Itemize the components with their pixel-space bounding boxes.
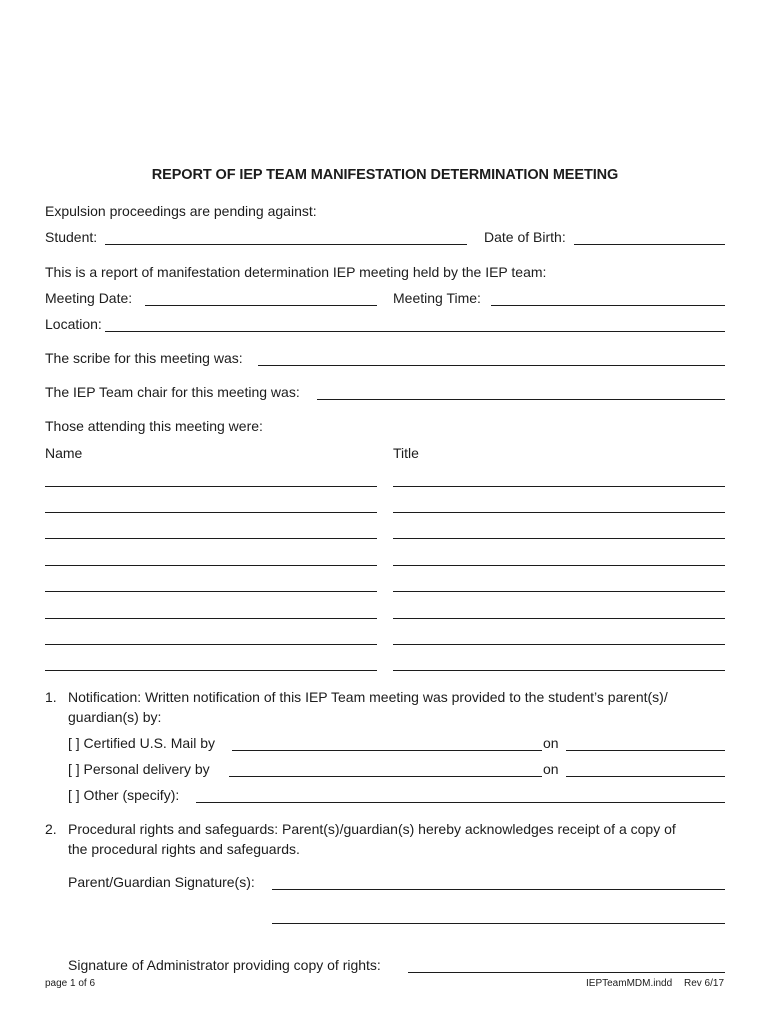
parent-signature-label: Parent/Guardian Signature(s):: [68, 874, 255, 890]
attendee-title-field[interactable]: [393, 670, 725, 671]
procedural-number: 2.: [45, 821, 57, 837]
attendee-title-field[interactable]: [393, 486, 725, 487]
personal-delivery-checkbox-label[interactable]: [ ] Personal delivery by: [68, 761, 210, 777]
title-column-header: Title: [393, 445, 419, 461]
attendee-name-field[interactable]: [45, 618, 377, 619]
attendance-heading: Those attending this meeting were:: [45, 418, 263, 434]
procedural-text: Procedural rights and safeguards: Parent(s)/guardian(s) hereby acknowledges receipt of a copy of: [68, 821, 676, 837]
attendee-name-field[interactable]: [45, 486, 377, 487]
revision: Rev 6/17: [684, 978, 725, 989]
meeting-time-label: Meeting Time:: [393, 290, 481, 306]
dob-field[interactable]: [574, 244, 725, 245]
notification-number: 1.: [45, 689, 57, 705]
meeting-time-field[interactable]: [491, 305, 725, 306]
personal-delivery-on-label: on: [543, 761, 559, 777]
page-title: REPORT OF IEP TEAM MANIFESTATION DETERMINATION MEETING: [151, 167, 619, 183]
attendee-name-field[interactable]: [45, 538, 377, 539]
certified-mail-field[interactable]: [232, 750, 542, 751]
scribe-field[interactable]: [258, 365, 725, 366]
scribe-label: The scribe for this meeting was:: [45, 350, 243, 366]
expulsion-pending-text: Expulsion proceedings are pending against:: [45, 203, 317, 219]
location-field[interactable]: [105, 331, 725, 332]
attendee-title-field[interactable]: [393, 512, 725, 513]
attendee-name-field[interactable]: [45, 670, 377, 671]
attendee-name-field[interactable]: [45, 565, 377, 566]
name-column-header: Name: [45, 445, 83, 461]
parent-signature-field-2[interactable]: [272, 923, 725, 924]
attendee-name-field[interactable]: [45, 512, 377, 513]
certified-mail-checkbox-label[interactable]: [ ] Certified U.S. Mail by: [68, 735, 216, 751]
dob-label: Date of Birth:: [484, 229, 566, 245]
personal-delivery-date-field[interactable]: [566, 776, 725, 777]
attendee-title-field[interactable]: [393, 591, 725, 592]
attendee-name-field[interactable]: [45, 591, 377, 592]
meeting-date-field[interactable]: [145, 305, 377, 306]
attendee-title-field[interactable]: [393, 644, 725, 645]
admin-signature-label: Signature of Administrator providing copy of rights:: [68, 957, 381, 973]
attendee-title-field[interactable]: [393, 538, 725, 539]
attendee-title-field[interactable]: [393, 618, 725, 619]
admin-signature-field[interactable]: [408, 972, 725, 973]
certified-mail-date-field[interactable]: [566, 750, 725, 751]
page-number: page 1 of 6: [45, 978, 96, 989]
personal-delivery-field[interactable]: [229, 776, 542, 777]
notification-text: Notification: Written notification of this IEP Team meeting was provided to the student’s parent(s)/: [68, 689, 668, 705]
report-text: This is a report of manifestation determination IEP meeting held by the IEP team:: [45, 264, 547, 280]
meeting-date-label: Meeting Date:: [45, 290, 133, 306]
chair-field[interactable]: [317, 399, 725, 400]
student-label: Student:: [45, 229, 98, 245]
parent-signature-field[interactable]: [272, 889, 725, 890]
location-label: Location:: [45, 316, 102, 332]
file-name: IEPTeamMDM.indd: [586, 978, 673, 989]
certified-mail-on-label: on: [543, 735, 559, 751]
other-specify-field[interactable]: [196, 802, 725, 803]
attendee-title-field[interactable]: [393, 565, 725, 566]
attendee-name-field[interactable]: [45, 644, 377, 645]
notification-text-continued: guardian(s) by:: [68, 709, 162, 725]
chair-label: The IEP Team chair for this meeting was:: [45, 384, 300, 400]
other-checkbox-label[interactable]: [ ] Other (specify):: [68, 787, 180, 803]
student-field[interactable]: [105, 244, 467, 245]
procedural-text-continued: the procedural rights and safeguards.: [68, 841, 300, 857]
